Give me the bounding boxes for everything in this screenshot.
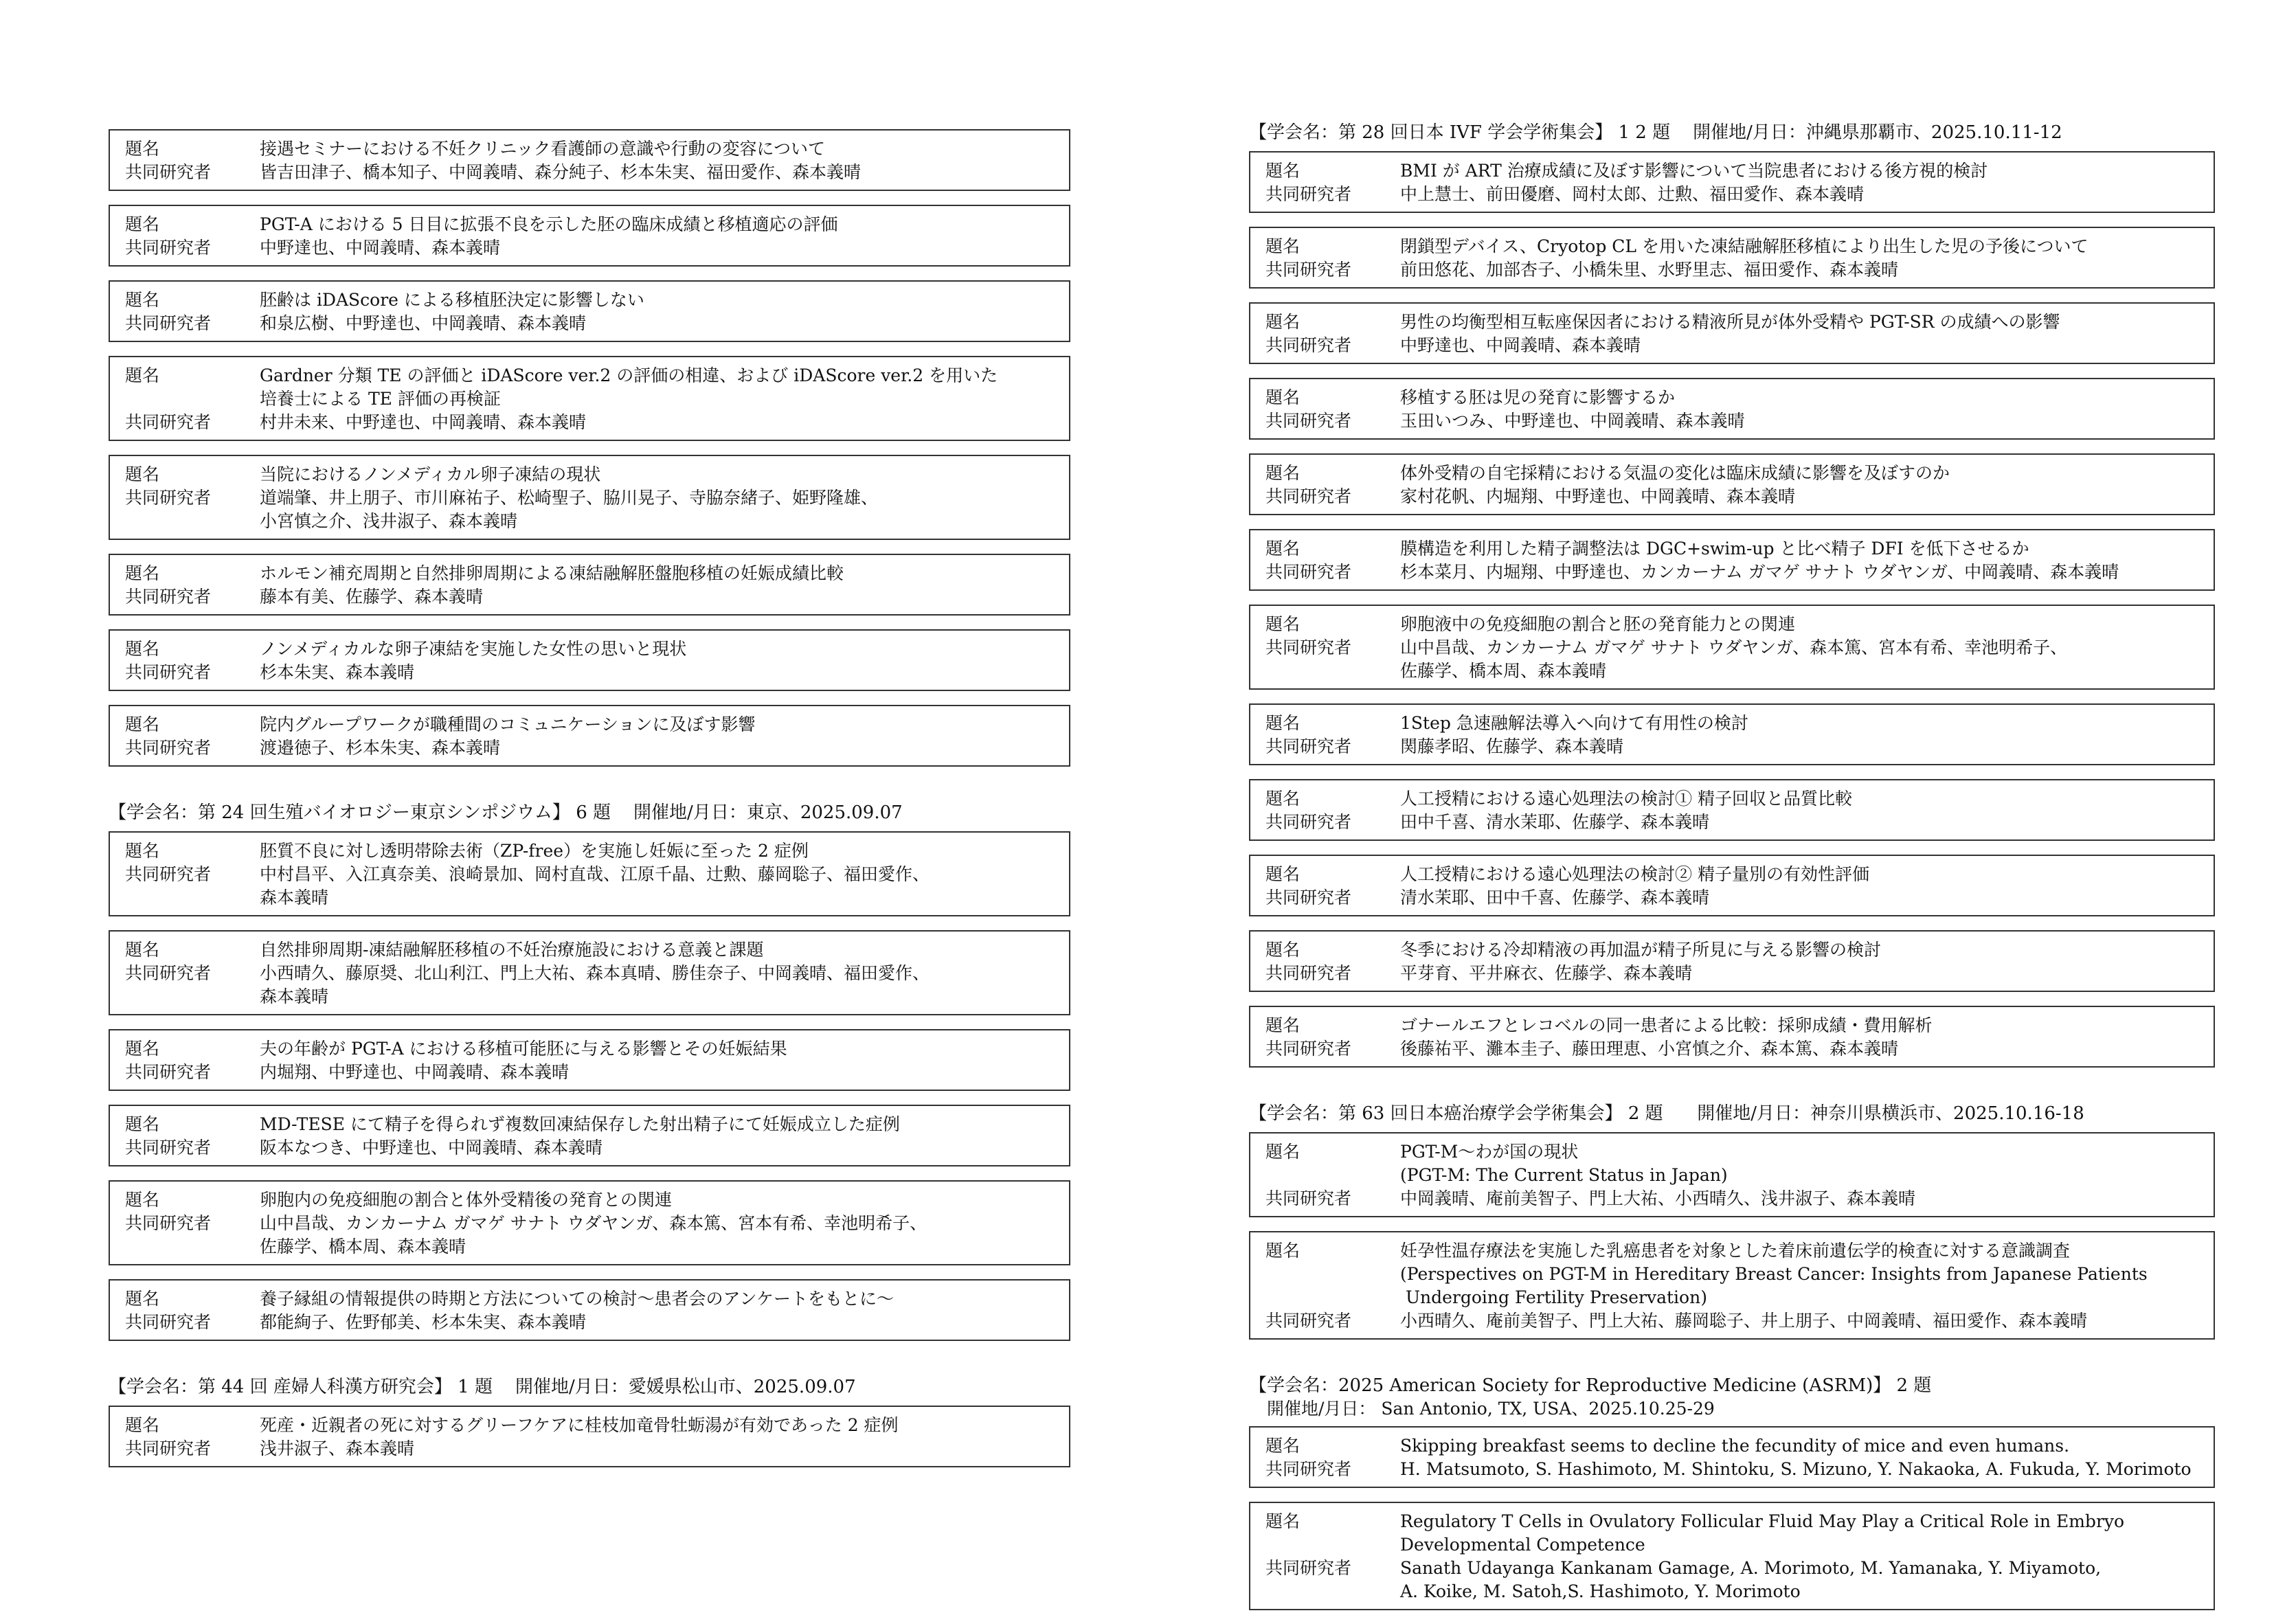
- co-authors: 平芽育、平井麻衣、佐藤学、森本義晴: [1400, 963, 1693, 983]
- presentation-title: 死産・近親者の死に対するグリーフケアに桂枝加竜骨牡蛎湯が有効であった 2 症例: [260, 1415, 899, 1435]
- title-label: 題名: [125, 1415, 160, 1435]
- authors-row: [1250, 183, 2214, 206]
- presentation-title: ホルモン補充周期と自然排卵周期による凍結融解胚盤胞移植の妊娠成績比較: [260, 563, 844, 583]
- co-authors: 清水茉耶、田中千喜、佐藤学、森本義晴: [1400, 888, 1710, 907]
- co-authors: 藤本有美、佐藤学、森本義晴: [260, 587, 484, 607]
- co-authors: 山中昌哉、カンカーナム ガマゲ サナト ウダヤンガ、森本篤、宮本有希、幸池明希子、 佐藤学、橋本周、森本義晴: [260, 1213, 927, 1256]
- presentation-entry: [1249, 855, 2215, 916]
- authors-row: [110, 661, 1069, 684]
- title-label: 題名: [1265, 539, 1301, 559]
- presentation-entry: [109, 554, 1070, 616]
- co-authors: 後藤祐平、灘本圭子、藤田理恵、小宮慎之介、森本篤、森本義晴: [1400, 1039, 1899, 1059]
- title-label: 題名: [125, 214, 160, 234]
- presentation-title: 人工授精における遠心処理法の検討② 精子量別の有効性評価: [1400, 864, 1869, 884]
- presentation-title: 自然排卵周期-凍結融解胚移植の不妊治療施設における意義と課題: [260, 940, 764, 960]
- presentation-title: 閉鎖型デバイス、Cryotop CL を用いた凍結融解胚移植により出生した児の予後について: [1400, 236, 2089, 256]
- presentation-title: 体外受精の自宅採精における気温の変化は臨床成績に影響を及ぼすのか: [1400, 463, 1950, 483]
- title-row: [110, 938, 1069, 962]
- title-row: [110, 713, 1069, 736]
- title-row: [1250, 863, 2214, 886]
- authors-label: 共同研究者: [125, 864, 212, 884]
- authors-label: 共同研究者: [1265, 1459, 1352, 1479]
- co-authors: 中岡義晴、庵前美智子、門上大祐、小西晴久、浅井淑子、森本義晴: [1400, 1188, 1916, 1208]
- presentation-title: ノンメディカルな卵子凍結を実施した女性の思いと現状: [260, 639, 687, 659]
- authors-label: 共同研究者: [1265, 1039, 1352, 1059]
- authors-label: 共同研究者: [125, 162, 212, 182]
- title-label: 題名: [125, 139, 160, 159]
- title-row: [1250, 1239, 2214, 1309]
- presentation-entry: [1249, 1231, 2215, 1340]
- title-row: [110, 1113, 1069, 1136]
- presentation-entry: [1249, 605, 2215, 690]
- authors-label: 共同研究者: [1265, 1558, 1352, 1578]
- title-row: [1250, 938, 2214, 962]
- authors-row: [110, 1212, 1069, 1259]
- authors-row: [1250, 1187, 2214, 1210]
- co-authors: 前田悠花、加部杏子、小橋朱里、水野里志、福田愛作、森本義晴: [1400, 260, 1899, 280]
- authors-label: 共同研究者: [1265, 562, 1352, 582]
- conference-heading: 【学会名：第 63 回日本癌治療学会学術集会】 2 題 開催地/月日：神奈川県横浜市、2025.10.16-18: [1249, 1103, 2084, 1124]
- title-row: [110, 1188, 1069, 1212]
- title-label: 題名: [1265, 312, 1301, 332]
- title-label: 題名: [1265, 1241, 1301, 1261]
- presentation-title: 胚質不良に対し透明帯除去術（ZP-free）を実施し妊娠に至った 2 症例: [260, 841, 809, 861]
- title-label: 題名: [125, 1289, 160, 1309]
- presentation-title: 卵胞内の免疫細胞の割合と体外受精後の発育との関連: [260, 1190, 673, 1210]
- title-row: [110, 213, 1069, 236]
- title-label: 題名: [1265, 387, 1301, 407]
- presentation-title: 移植する胚は児の発育に影響するか: [1400, 387, 1676, 407]
- authors-row: [110, 1136, 1069, 1160]
- co-authors: 浅井淑子、森本義晴: [260, 1439, 415, 1458]
- presentation-title: 当院におけるノンメディカル卵子凍結の現状: [260, 464, 601, 484]
- presentation-title: 人工授精における遠心処理法の検討① 精子回収と品質比較: [1400, 789, 1852, 809]
- authors-label: 共同研究者: [125, 1138, 212, 1158]
- authors-row: [1250, 409, 2214, 433]
- presentation-title: 男性の均衡型相互転座保因者における精液所見が体外受精や PGT-SR の成績への影響: [1400, 312, 2060, 332]
- left-column: [109, 129, 1070, 1481]
- presentation-entry: [1249, 1502, 2215, 1610]
- co-authors: 中野達也、中岡義晴、森本義晴: [260, 238, 501, 258]
- presentation-entry: [109, 455, 1070, 540]
- co-authors: 阪本なつき、中野達也、中岡義晴、森本義晴: [260, 1138, 603, 1158]
- title-row: [1250, 787, 2214, 811]
- authors-row: [110, 411, 1069, 434]
- presentation-entry: [1249, 378, 2215, 440]
- presentation-title: ゴナールエフとレコベルの同一患者による比較：採卵成績・費用解析: [1400, 1015, 1933, 1035]
- title-row: [110, 638, 1069, 661]
- title-label: 題名: [125, 563, 160, 583]
- authors-row: [1250, 1309, 2214, 1333]
- title-row: [110, 562, 1069, 585]
- co-authors: 小西晴久、庵前美智子、門上大祐、藤岡聡子、井上朋子、中岡義晴、福田愛作、森本義晴: [1400, 1311, 2088, 1331]
- conference-heading: 【学会名：2025 American Society for Reproductive Medicine (ASRM)】 2 題: [1249, 1375, 1932, 1396]
- authors-label: 共同研究者: [125, 1062, 212, 1082]
- presentation-title: Skipping breakfast seems to decline the fecundity of mice and even humans.: [1400, 1436, 2070, 1456]
- conference-heading: 【学会名：第 28 回日本 IVF 学会学術集会】 1 2 題 開催地/月日：沖縄県那覇市、2025.10.11-12: [1249, 122, 2062, 143]
- presentation-entry: [109, 1406, 1070, 1467]
- presentation-entry: [109, 1029, 1070, 1091]
- title-label: 題名: [125, 290, 160, 310]
- title-label: 題名: [125, 1114, 160, 1134]
- conference-venue: 開催地/月日： San Antonio, TX, USA、2025.10.25-29: [1267, 1399, 1715, 1419]
- authors-label: 共同研究者: [1265, 1188, 1352, 1208]
- title-label: 題名: [1265, 940, 1301, 960]
- presentation-title: Regulatory T Cells in Ovulatory Follicular Fluid May Play a Critical Role in Embryo Developmental Competence: [1400, 1511, 2125, 1555]
- co-authors: 杉本朱実、森本義晴: [260, 662, 415, 682]
- presentation-entry: [109, 356, 1070, 441]
- presentation-title: PGT-A における 5 日目に拡張不良を示した胚の臨床成績と移植適応の評価: [260, 214, 838, 234]
- co-authors: 皆吉田津子、橋本知子、中岡義晴、森分純子、杉本朱実、福田愛作、森本義晴: [260, 162, 862, 182]
- title-row: [1250, 1510, 2214, 1557]
- authors-label: 共同研究者: [125, 738, 212, 758]
- co-authors: Sanath Udayanga Kankanam Gamage, A. Morimoto, M. Yamanaka, Y. Miyamoto, A. Koike, M. Satoh,S. Hashimoto, Y. Morimoto: [1400, 1558, 2102, 1601]
- authors-row: [110, 585, 1069, 609]
- presentation-entry: [109, 1279, 1070, 1341]
- co-authors: 関藤孝昭、佐藤学、森本義晴: [1400, 736, 1624, 756]
- title-row: [1250, 537, 2214, 561]
- authors-row: [110, 962, 1069, 1008]
- presentation-entry: [1249, 1426, 2215, 1488]
- title-label: 題名: [1265, 1511, 1301, 1531]
- presentation-title: 胚齢は iDAScore による移植胚決定に影響しない: [260, 290, 644, 310]
- title-label: 題名: [1265, 236, 1301, 256]
- title-label: 題名: [1265, 1015, 1301, 1035]
- title-label: 題名: [1265, 789, 1301, 809]
- authors-label: 共同研究者: [125, 238, 212, 258]
- title-row: [1250, 1140, 2214, 1187]
- co-authors: 村井未来、中野達也、中岡義晴、森本義晴: [260, 412, 587, 432]
- authors-label: 共同研究者: [1265, 638, 1352, 657]
- co-authors: 田中千喜、清水茉耶、佐藤学、森本義晴: [1400, 812, 1710, 832]
- authors-label: 共同研究者: [1265, 184, 1352, 204]
- authors-row: [110, 486, 1069, 533]
- title-row: [110, 137, 1069, 161]
- authors-label: 共同研究者: [125, 1439, 212, 1458]
- title-label: 題名: [125, 639, 160, 659]
- presentation-entry: [109, 629, 1070, 691]
- presentation-entry: [1249, 529, 2215, 591]
- title-label: 題名: [1265, 614, 1301, 634]
- presentation-entry: [1249, 930, 2215, 992]
- co-authors: 道端肇、井上朋子、市川麻祐子、松崎聖子、脇川晃子、寺脇奈緒子、姫野隆雄、 小宮慎之介、浅井淑子、森本義晴: [260, 488, 879, 531]
- presentation-entry: [1249, 453, 2215, 515]
- section-spacer: [1249, 1353, 2215, 1374]
- presentation-title: 院内グループワークが職種間のコミュニケーションに及ぼす影響: [260, 714, 756, 734]
- conference-heading: 【学会名：第 24 回生殖バイオロジー東京シンポジウム】 6 題 開催地/月日：東京、2025.09.07: [109, 802, 903, 823]
- title-row: [1250, 235, 2214, 258]
- co-authors: 中村昌平、入江真奈美、浪崎景加、岡村直哉、江原千晶、辻勲、藤岡聡子、福田愛作、 森本義晴: [260, 864, 930, 907]
- co-authors: 都能絢子、佐野郁美、杉本朱実、森本義晴: [260, 1312, 587, 1332]
- title-row: [1250, 1014, 2214, 1037]
- co-authors: 和泉広樹、中野達也、中岡義晴、森本義晴: [260, 313, 587, 333]
- authors-label: 共同研究者: [125, 1312, 212, 1332]
- authors-label: 共同研究者: [1265, 888, 1352, 907]
- presentation-entry: [109, 280, 1070, 342]
- authors-label: 共同研究者: [1265, 260, 1352, 280]
- presentation-title: 卵胞液中の免疫細胞の割合と胚の発育能力との関連: [1400, 614, 1796, 634]
- authors-row: [110, 236, 1069, 260]
- presentation-title: 1Step 急速融解法導入へ向けて有用性の検討: [1400, 713, 1748, 733]
- title-row: [110, 1287, 1069, 1311]
- section-spacer: [109, 1355, 1070, 1375]
- title-label: 題名: [1265, 161, 1301, 181]
- presentation-entry: [109, 205, 1070, 267]
- authors-row: [1250, 811, 2214, 834]
- authors-label: 共同研究者: [125, 313, 212, 333]
- title-label: 題名: [1265, 1142, 1301, 1162]
- co-authors: 渡邉徳子、杉本朱実、森本義晴: [260, 738, 501, 758]
- authors-row: [110, 1061, 1069, 1084]
- authors-row: [1250, 962, 2214, 985]
- authors-row: [1250, 258, 2214, 282]
- title-row: [1250, 462, 2214, 485]
- co-authors: 中上慧士、前田優磨、岡村太郎、辻勲、福田愛作、森本義晴: [1400, 184, 1865, 204]
- title-label: 題名: [125, 841, 160, 861]
- presentation-entry: [109, 129, 1070, 191]
- presentation-entry: [1249, 779, 2215, 841]
- authors-row: [110, 736, 1069, 760]
- presentation-title: BMI が ART 治療成績に及ぼす影響について当院患者における後方視的検討: [1400, 161, 1988, 181]
- title-row: [1250, 712, 2214, 735]
- presentation-title: Gardner 分類 TE の評価と iDAScore ver.2 の評価の相違、および iDAScore ver.2 を用いた 培養士による TE 評価の再検証: [260, 365, 998, 409]
- presentation-entry: [109, 1180, 1070, 1265]
- section-spacer: [109, 780, 1070, 801]
- section-spacer: [1249, 1081, 2215, 1102]
- title-label: 題名: [125, 940, 160, 960]
- title-row: [110, 463, 1069, 486]
- title-label: 題名: [1265, 1436, 1301, 1456]
- authors-row: [110, 312, 1069, 335]
- authors-label: 共同研究者: [125, 1213, 212, 1233]
- title-row: [110, 289, 1069, 312]
- authors-label: 共同研究者: [1265, 736, 1352, 756]
- co-authors: 小西晴久、藤原奨、北山利江、門上大祐、森本真晴、勝佳奈子、中岡義晴、福田愛作、 森本義晴: [260, 963, 930, 1006]
- authors-row: [110, 863, 1069, 910]
- title-label: 題名: [125, 464, 160, 484]
- authors-label: 共同研究者: [1265, 1311, 1352, 1331]
- presentation-entry: [109, 831, 1070, 916]
- co-authors: H. Matsumoto, S. Hashimoto, M. Shintoku, S. Mizuno, Y. Nakaoka, A. Fukuda, Y. Morimoto: [1400, 1459, 2192, 1479]
- authors-row: [1250, 485, 2214, 508]
- authors-row: [1250, 1458, 2214, 1481]
- title-row: [1250, 613, 2214, 636]
- title-label: 題名: [1265, 463, 1301, 483]
- authors-row: [110, 161, 1069, 184]
- presentation-title: 接遇セミナーにおける不妊クリニック看護師の意識や行動の変容について: [260, 139, 826, 159]
- authors-row: [110, 1437, 1069, 1461]
- authors-row: [1250, 334, 2214, 357]
- presentation-entry: [1249, 227, 2215, 289]
- authors-label: 共同研究者: [125, 587, 212, 607]
- conference-heading: 【学会名：第 44 回 産婦人科漢方研究会】 1 題 開催地/月日：愛媛県松山市、2025.09.07: [109, 1377, 856, 1397]
- authors-label: 共同研究者: [1265, 812, 1352, 832]
- authors-row: [1250, 735, 2214, 758]
- presentation-title: 妊孕性温存療法を実施した乳癌患者を対象とした着床前遺伝学的検査に対する意識調査 (Perspectives on PGT-M in Hereditary Breast Cancer: Insights from Japanese Patients Undergoing Fertility Preservation): [1400, 1241, 2148, 1307]
- authors-label: 共同研究者: [1265, 486, 1352, 506]
- co-authors: 中野達也、中岡義晴、森本義晴: [1400, 335, 1641, 355]
- title-row: [1250, 1434, 2214, 1458]
- title-label: 題名: [125, 714, 160, 734]
- presentation-title: 養子縁組の情報提供の時期と方法についての検討～患者会のアンケートをもとに～: [260, 1289, 894, 1309]
- authors-row: [1250, 1557, 2214, 1603]
- title-label: 題名: [125, 365, 160, 385]
- presentation-title: MD-TESE にて精子を得られず複数回凍結保存した射出精子にて妊娠成立した症例: [260, 1114, 900, 1134]
- presentation-entry: [1249, 1132, 2215, 1217]
- presentation-entry: [109, 930, 1070, 1015]
- authors-label: 共同研究者: [125, 662, 212, 682]
- co-authors: 山中昌哉、カンカーナム ガマゲ サナト ウダヤンガ、森本篤、宮本有希、幸池明希子、 佐藤学、橋本周、森本義晴: [1400, 638, 2068, 681]
- title-row: [110, 1037, 1069, 1061]
- presentation-title: 膜構造を利用した精子調整法は DGC+swim-up と比べ精子 DFI を低下させるか: [1400, 539, 2029, 559]
- presentation-title: 夫の年齢が PGT-A における移植可能胚に与える影響とその妊娠結果: [260, 1039, 787, 1059]
- co-authors: 家村花帆、内堀翔、中野達也、中岡義晴、森本義晴: [1400, 486, 1796, 506]
- title-row: [110, 839, 1069, 863]
- authors-label: 共同研究者: [125, 412, 212, 432]
- title-label: 題名: [125, 1190, 160, 1210]
- title-row: [110, 1414, 1069, 1437]
- presentation-entry: [109, 705, 1070, 767]
- title-row: [110, 364, 1069, 411]
- title-label: 題名: [1265, 864, 1301, 884]
- presentation-entry: [1249, 703, 2215, 765]
- authors-row: [1250, 561, 2214, 584]
- title-row: [1250, 386, 2214, 409]
- presentation-entry: [1249, 302, 2215, 364]
- co-authors: 内堀翔、中野達也、中岡義晴、森本義晴: [260, 1062, 570, 1082]
- authors-label: 共同研究者: [125, 488, 212, 508]
- co-authors: 玉田いつみ、中野達也、中岡義晴、森本義晴: [1400, 411, 1745, 431]
- presentation-title: 冬季における冷却精液の再加温が精子所見に与える影響の検討: [1400, 940, 1882, 960]
- authors-label: 共同研究者: [1265, 411, 1352, 431]
- co-authors: 杉本菜月、内堀翔、中野達也、カンカーナム ガマゲ サナト ウダヤンガ、中岡義晴、森本義晴: [1400, 562, 2119, 582]
- title-label: 題名: [1265, 713, 1301, 733]
- title-row: [1250, 159, 2214, 183]
- presentation-entry: [1249, 151, 2215, 213]
- presentation-title: PGT-M～わが国の現状 (PGT-M: The Current Status in Japan): [1400, 1142, 1728, 1185]
- authors-label: 共同研究者: [1265, 335, 1352, 355]
- authors-row: [110, 1311, 1069, 1334]
- title-row: [1250, 311, 2214, 334]
- presentation-entry: [1249, 1006, 2215, 1068]
- right-column: [1249, 121, 2215, 1624]
- authors-label: 共同研究者: [125, 963, 212, 983]
- authors-row: [1250, 1037, 2214, 1061]
- presentation-entry: [109, 1105, 1070, 1166]
- authors-row: [1250, 886, 2214, 910]
- authors-row: [1250, 636, 2214, 683]
- title-label: 題名: [125, 1039, 160, 1059]
- authors-label: 共同研究者: [1265, 963, 1352, 983]
